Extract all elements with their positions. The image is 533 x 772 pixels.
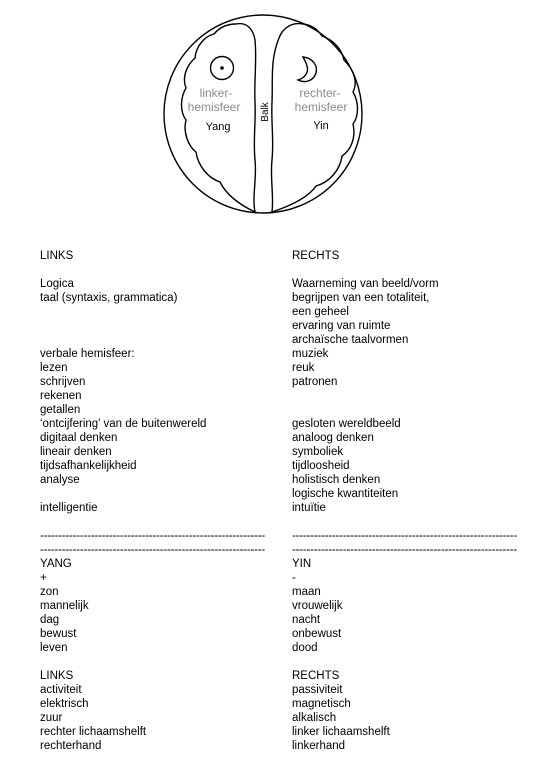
list-item bbox=[292, 263, 527, 277]
list-item: nacht bbox=[292, 614, 321, 626]
list-item: mannelijk bbox=[40, 600, 89, 612]
list-item: intelligentie bbox=[40, 502, 98, 514]
list-item: dood bbox=[292, 642, 318, 654]
list-item bbox=[40, 515, 280, 529]
list-item: LINKS bbox=[40, 670, 74, 682]
list-item: YANG bbox=[40, 558, 72, 570]
list-item: tijdloosheid bbox=[292, 460, 350, 472]
list-item: Logica bbox=[40, 278, 74, 290]
list-item: muziek bbox=[292, 348, 329, 360]
list-item: linker lichaamshelft bbox=[292, 726, 390, 738]
list-item: activiteit bbox=[40, 684, 82, 696]
balk-label: Balk bbox=[260, 102, 271, 122]
list-item bbox=[292, 655, 527, 669]
list-item: een geheel bbox=[292, 306, 349, 318]
list-item: lezen bbox=[40, 362, 68, 374]
list-item bbox=[40, 333, 280, 347]
divider-line: - bbox=[292, 572, 296, 584]
list-item bbox=[292, 403, 527, 417]
right-hemisphere-outline bbox=[271, 24, 357, 212]
list-item: YIN bbox=[292, 558, 312, 570]
list-item: ‘ontcijfering’ van de buitenwereld bbox=[40, 418, 207, 430]
list-item: zon bbox=[40, 586, 59, 598]
list-item: zuur bbox=[40, 712, 63, 724]
list-item: analyse bbox=[40, 474, 80, 486]
crescent-moon-icon bbox=[298, 57, 316, 82]
list-item: leven bbox=[40, 642, 68, 654]
right-hemisphere-label-line1: rechter- bbox=[299, 86, 341, 100]
sun-symbol-icon bbox=[211, 57, 234, 80]
list-item bbox=[40, 655, 280, 669]
list-item bbox=[40, 305, 280, 319]
left-hemisphere-label-line2: hemisfeer bbox=[187, 100, 241, 114]
list-item: + bbox=[40, 572, 47, 584]
list-item: rechter lichaamshelft bbox=[40, 726, 147, 738]
left-hemisphere-label-line1: linker- bbox=[199, 86, 233, 100]
list-item: holistisch denken bbox=[292, 474, 381, 486]
list-item: schrijven bbox=[40, 376, 86, 388]
list-item: begrijpen van een totaliteit, bbox=[292, 292, 430, 304]
list-item: getallen bbox=[40, 404, 81, 416]
yin-label: Yin bbox=[313, 120, 329, 132]
list-item: archaïsche taalvormen bbox=[292, 334, 409, 346]
list-item: elektrisch bbox=[40, 698, 89, 710]
list-item: logische kwantiteiten bbox=[292, 488, 399, 500]
list-item: RECHTS bbox=[292, 670, 340, 682]
list-item: symboliek bbox=[292, 446, 344, 458]
left-column bbox=[40, 249, 280, 753]
divider-line: -------------------------------------------------------------- bbox=[292, 544, 518, 556]
list-item: taal (syntaxis, grammatica) bbox=[40, 292, 178, 304]
list-item: tijdsafhankelijkheid bbox=[40, 460, 137, 472]
divider-line: -------------------------------------------------------------- bbox=[40, 544, 266, 556]
list-item bbox=[40, 487, 280, 501]
list-item: gesloten wereldbeeld bbox=[292, 418, 401, 430]
list-item bbox=[40, 319, 280, 333]
list-item: rekenen bbox=[40, 390, 82, 402]
list-item: rechterhand bbox=[40, 740, 102, 752]
list-item: LINKS bbox=[40, 250, 74, 262]
list-item: bewust bbox=[40, 628, 77, 640]
list-item: ervaring van ruimte bbox=[292, 320, 391, 332]
list-item bbox=[292, 515, 527, 529]
divider-line: -------------------------------------------------------------- bbox=[40, 530, 266, 542]
list-item: RECHTS bbox=[292, 250, 340, 262]
list-item: dag bbox=[40, 614, 60, 626]
list-item: reuk bbox=[292, 362, 315, 374]
list-item: patronen bbox=[292, 376, 338, 388]
list-item: analoog denken bbox=[292, 432, 374, 444]
right-column bbox=[292, 249, 527, 753]
list-item bbox=[40, 263, 280, 277]
yang-label: Yang bbox=[205, 121, 231, 133]
list-item: vrouwelijk bbox=[292, 600, 343, 612]
list-item: passiviteit bbox=[292, 684, 343, 696]
list-item: maan bbox=[292, 586, 321, 598]
list-item: digitaal denken bbox=[40, 432, 118, 444]
divider-line: -------------------------------------------------------------- bbox=[292, 530, 518, 542]
list-item: verbale hemisfeer: bbox=[40, 348, 135, 360]
list-item: intuïtie bbox=[292, 502, 326, 514]
list-item: linkerhand bbox=[292, 740, 346, 752]
brain-hemispheres-diagram bbox=[0, 0, 533, 240]
list-item: Waarneming van beeld/vorm bbox=[292, 278, 439, 290]
list-item: onbewust bbox=[292, 628, 342, 640]
list-item: alkalisch bbox=[292, 712, 337, 724]
list-item: magnetisch bbox=[292, 698, 351, 710]
list-item: lineair denken bbox=[40, 446, 112, 458]
right-hemisphere-label-line2: hemisfeer bbox=[294, 100, 348, 114]
list-item bbox=[292, 389, 527, 403]
